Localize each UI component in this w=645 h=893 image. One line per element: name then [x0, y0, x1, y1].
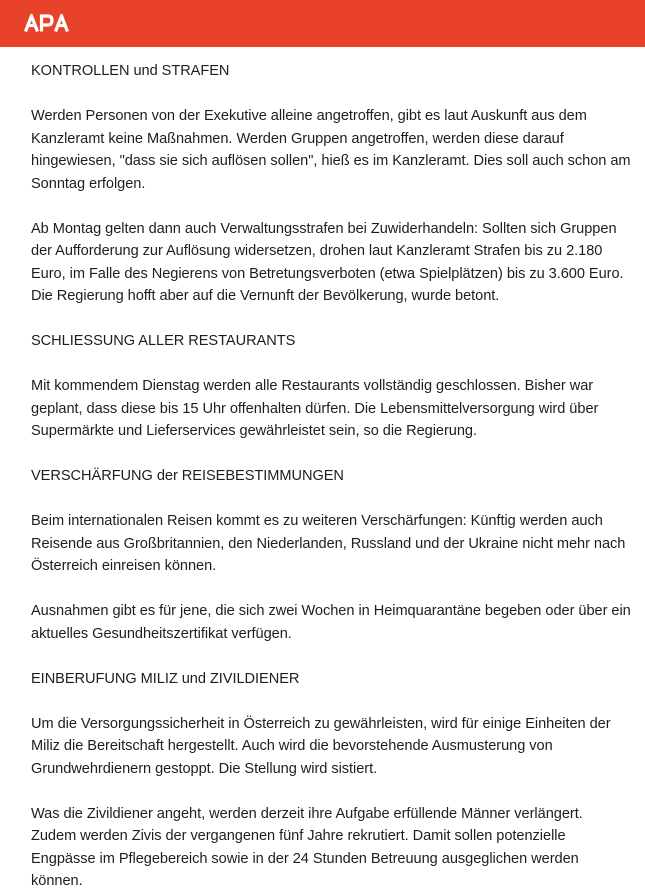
paragraph: Um die Versorgungssicherheit in Österreich zu gewährleisten, wird für einige Einheiten der Miliz die Bereitschaft hergestellt. Auch wird die bevorstehende Ausmusterung von Grundwehrdienern gestoppt. Die Stellung wird sistiert. — [31, 715, 611, 777]
apa-logo — [24, 14, 70, 33]
section-heading: VERSCHÄRFUNG der REISEBESTIMMUNGEN — [31, 468, 344, 484]
paragraph: Werden Personen von der Exekutive alleine angetroffen, gibt es laut Auskunft aus dem Kanzleramt keine Maßnahmen. Werden Gruppen angetroffen, werden diese darauf hingewiesen, "dass sie sich auflösen sollen", hieß es im Kanzleramt. Dies soll auch schon am Sonntag erfolgen. — [31, 108, 631, 192]
paragraph: Ausnahmen gibt es für jene, die sich zwei Wochen in Heimquarantäne begeben oder über ein aktuelles Gesundheitszertifikat verfügen. — [31, 603, 631, 642]
paragraph: Ab Montag gelten dann auch Verwaltungsstrafen bei Zuwiderhandeln: Sollten sich Gruppen der Aufforderung zur Auflösung widersetzen, drohen laut Kanzleramt Strafen bis zu 2.180 Euro, im Falle des Negierens von Betretungsverboten (etwa Spielplätzen) bis zu 3.600 Euro. Die Regierung hofft aber auf die Vernunft der Bevölkerung, wurde betont. — [31, 220, 624, 304]
header-bar — [0, 0, 645, 47]
section-heading: SCHLIESSUNG ALLER RESTAURANTS — [31, 333, 296, 349]
paragraph: Mit kommendem Dienstag werden alle Restaurants vollständig geschlossen. Bisher war geplant, dass diese bis 15 Uhr offenhalten dürfen. Die Lebensmittelversorgung wird über Supermärkte und Lieferservices gewährleistet sein, so die Regierung. — [31, 378, 599, 439]
section-heading: EINBERUFUNG MILIZ und ZIVILDIENER — [31, 670, 300, 687]
article-body — [31, 60, 631, 893]
paragraph: Beim internationalen Reisen kommt es zu weiteren Verschärfungen: Künftig werden auch Reisende aus Großbritannien, den Niederlanden, Russland und der Ukraine nicht mehr nach Österreich einreisen können. — [31, 513, 626, 574]
section-heading: KONTROLLEN und STRAFEN — [31, 63, 230, 79]
paragraph: Was die Zivildiener angeht, werden derzeit ihre Aufgabe erfüllende Männer verlängert. Zudem werden Zivis der vergangenen fünf Jahre rekrutiert. Damit sollen potenzielle Engpässe im Pflegebereich sowie in der 24 Stunden Betreuung ausgeglichen werden können. — [31, 805, 583, 889]
